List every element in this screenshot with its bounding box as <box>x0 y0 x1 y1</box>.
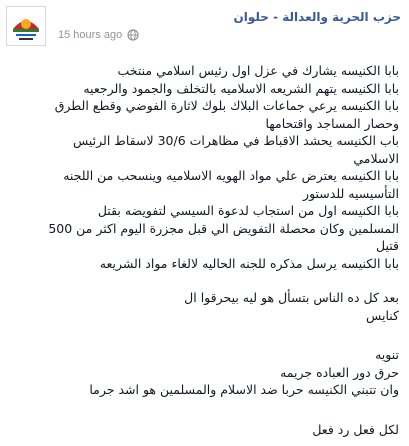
post-line: وحصار المساجد واقتحامها <box>265 115 399 131</box>
post-line: بعد كل ده الناس بتسأل هو ليه بيحرقوا ال <box>184 290 399 305</box>
post-paragraph <box>8 289 399 324</box>
post-header <box>6 6 401 50</box>
post-line: المسلمين وكان محصلة التفويض الي قبل مجزرة اليوم اكثر من 500 <box>48 220 399 236</box>
post-paragraph <box>8 346 399 399</box>
post-line: وان تتبني الكنيسه حربا ضد الاسلام والمسلمين هو اشد جرما <box>89 382 399 397</box>
post-meta <box>58 29 139 41</box>
post-line: بابا الكنيسه يعترض علي مواد الهويه الاسلاميه وينسحب من اللجنه <box>63 168 399 183</box>
globe-icon[interactable] <box>127 29 139 41</box>
post-paragraph <box>8 62 399 272</box>
post-paragraph <box>8 421 399 439</box>
post-line: حرق دور العباده جريمه <box>280 364 399 380</box>
post-line: قتيل <box>376 238 399 253</box>
party-logo-icon <box>7 7 45 45</box>
post-line: الاسلامي <box>353 150 399 166</box>
post-line: بابا الكنيسه يتهم الشريعه الاسلاميه بالتخلف والجمود والرجعيه <box>83 80 399 96</box>
post-timestamp[interactable]: 15 hours ago <box>58 29 123 41</box>
post-line: التأسيسيه للدستور <box>303 185 399 201</box>
page-avatar[interactable] <box>6 6 46 46</box>
post-line: لكل فعل رد فعل <box>312 421 399 437</box>
post-line: تنويه <box>375 347 399 362</box>
post-line: بابا الكنيسه يرسل مذكره للجنه الحاليه لالغاء مواد الشريعه <box>99 255 399 271</box>
post-line: كنايس <box>366 307 399 323</box>
post-line: بابا الكنيسه اول من استجاب لدعوة السيسي لتفويضه بقتل <box>97 203 399 218</box>
post-body <box>8 62 399 438</box>
post-line: بابا الكنيسه يشارك في عزل اول رئيس اسلامي منتخب <box>117 63 399 78</box>
post-author-link[interactable]: حزب الحرية والعدالة - حلوان <box>233 10 401 24</box>
post-line: باب الكنيسه يحشد الاقباط في مظاهرات 30/6 لاسقاط الرئيس <box>72 133 399 148</box>
post-line: بابا الكنيسه يرعي جماعات البلاك بلوك لاثارة الفوضي وقطع الطرق <box>54 98 399 113</box>
